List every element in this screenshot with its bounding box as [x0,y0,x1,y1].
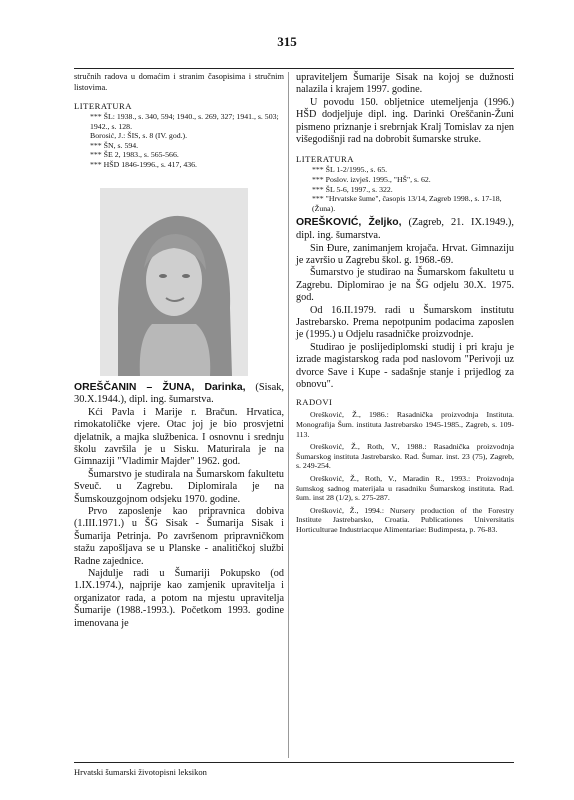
entry-heading-orescanin [74,382,284,407]
biography-continuation: upraviteljem Šumarije Sisak na kojoj se dužnosti nalazila i krajem 1997. godine. [296,72,514,96]
literature-item: *** ŠL: 1938., s. 340, 594; 1940., s. 269, 327; 1941., s. 503; 1942., s. 128. [90,112,279,131]
left-column [74,72,284,630]
biography-paragraph: U povodu 150. obljetnice utemeljenja (1996.) HŠD dodjeljuje dipl. ing. Darinki Oreščanin-Žuni pismeno priznanje i srebrnjak Kralj Tomislav za njen višegodišnji rad na dobrobit šumarske struke. [296,96,514,146]
works-item: Orešković, Ž., 1994.: Nursery production of the Forestry Institute Jastrebarsko, Croatia. Publicationes Universitatis Horticulturae Industriacque Alimentariae: Budimpesta, p. 76-83. [296,505,514,534]
works-item: Orešković, Ž., Roth, V., Maradin R., 1993.: Proizvodnja šumskog sadnog materijala u rasadniku Šumarskog instituta. Rad. šum. inst 28 (1/2), s. 275-287. [296,474,514,503]
biography-paragraph: Prvo zaposlenje kao pripravnica dobiva (1.III.1971.) u ŠG Sisak - Šumarija Sisak i Šumarija Petrinja. Po završenom pripravničkom stažu zapošljava se u Planske - analitičkoj službi Radne zajednice. [74,506,284,567]
entry-details: (Zagreb, 21. IX.1949.), dipl. ing. šumarstva. [296,217,514,241]
literature-item: *** Poslov. izvješ. 1995., "HŠ", s. 62. [312,175,431,185]
right-column [296,72,514,538]
literature-item: *** ŠE 2, 1983., s. 565-566. [90,150,179,160]
literature-item: *** "Hrvatske šume", časopis 13/14, Zagreb 1998., s. 17-18, (Žuna). [312,194,502,213]
literature-heading: LITERATURA [296,154,354,165]
portrait-photo [100,188,248,376]
page-number: 315 [277,34,297,49]
literature-item: *** ŠN, s. 594. [90,140,139,150]
works-item: Orešković, Ž., Roth, V., 1988.: Rasadnička proizvodnja Šumarskog instituta Jastrebarsko. Rad. Šumar. inst. 23 (75), Zagreb, s. 249-254. [296,442,514,471]
literature-item: *** ŠL 5-6, 1997., s. 322. [312,184,393,194]
biography-paragraph: Sin Đure, zanimanjem krojača. Hrvat. Gimnaziju je završio u Zagrebu škol. g. 1968.-69. [296,242,514,266]
header-rule [74,68,514,69]
biography-paragraph: Studirao je poslijediplomski studij i pri kraju je izrade magistarskog rada pod naslovom "Perivoji uz dvorce Save i Kupe - sadašnje stanje i prijedlog za obnovu". [296,341,514,391]
entry-details: (Sisak, 30.X.1944.), dipl. ing. šumarstva. [74,381,284,406]
literature-heading: LITERATURA [74,101,132,111]
biography-paragraph: Kći Pavla i Marije r. Bračun. Hrvatica, rimokatoličke vjere. Otac joj je bio prosvjetni djelatnik, a majka službenica. I osnovnu i srednju školu završila je u Sisku. Maturirala je na Gimnaziji "Vladimir Majder" 1962. god. [74,406,284,468]
biography-paragraph: Šumarstvo je studirao na Šumarskom fakultetu u Zagrebu. Diplomirao je na ŠG odjelu 30.X. 1975. god. [296,267,514,304]
literature-item: Borosić, J.: ŠIS, s. 8 (IV. god.). [90,131,188,141]
works-item: Orešković, Ž., 1986.: Rasadnička proizvodnja Instituta. Monografija Šum. instituta Jastrebarsko 1945-1985., Zagreb, s. 109-113. [296,410,514,439]
biography-paragraph: Šumarstvo je studirala na Šumarskom fakultetu Sveuč. u Zagrebu. Diplomirala je na Šumskouzgojnom odsjeku 1970. godine. [74,468,284,505]
entry-name: OREŠKOVIĆ, Željko, [296,217,402,229]
biography-paragraph: Najdulje radi u Šumariji Pokupsko (od 1.IX.1974.), najprije kao zamjenik upravitelja i organizator rada, a potom na mjestu upravitelja Šumarije (1988.-1993.). Početkom 1993. godine imenovana je [74,568,284,629]
footer-rule [74,762,514,763]
works-heading: RADOVI [296,397,333,408]
biography-paragraph: Od 16.II.1979. radi u Šumarskom institutu Jastrebarsko. Prema nepotpunim podacima zaposlen je (1995.) u Odjelu rasadničke proizvodnje. [296,304,514,341]
column-divider [288,72,289,758]
entry-heading-oreskovic [296,217,514,242]
intro-text: stručnih radova u domaćim i stranim časopisima i stručnim listovima. [74,72,284,92]
entry-name: OREŠČANIN – ŽUNA, Darinka, [74,381,246,393]
literature-item: *** ŠL 1-2/1995., s. 65. [312,165,388,175]
portrait-photo-image [100,188,248,376]
footer-text: Hrvatski šumarski životopisni leksikon [74,767,207,777]
literature-item: *** HŠD 1846-1996., s. 417, 436. [90,159,197,169]
